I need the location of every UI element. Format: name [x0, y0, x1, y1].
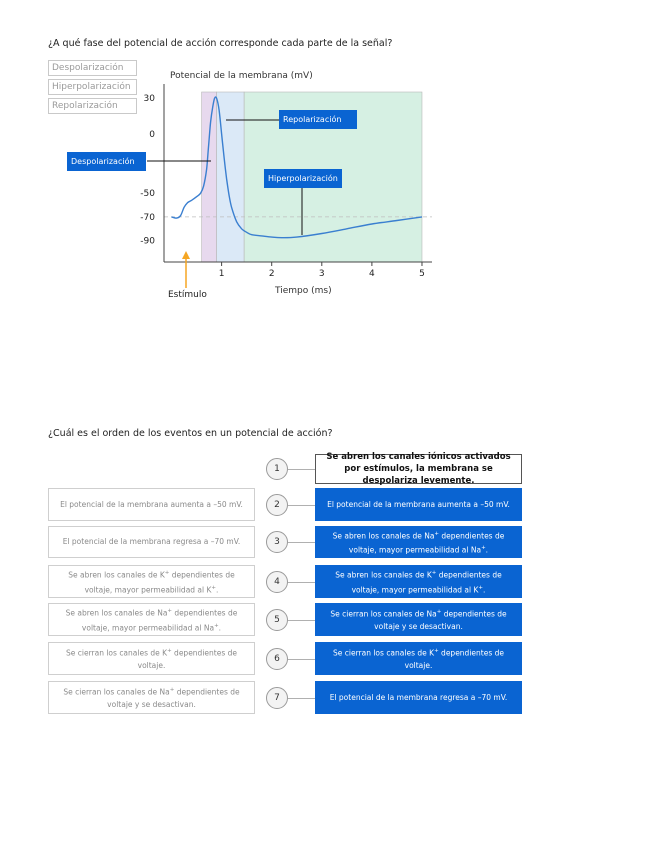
source-card-6[interactable]: [48, 681, 255, 714]
option-repolarizacion[interactable]: Repolarización: [48, 98, 137, 114]
answer-card-text: Se abren los canales de K+ dependientes de voltaje, mayor permeabilidad al K+.: [335, 570, 502, 594]
answer-card-text: El potencial de la membrana aumenta a –50 mV.: [327, 499, 510, 509]
order-connector: [288, 659, 315, 660]
stimulus-label: Estímulo: [168, 290, 207, 300]
y-tick-label: 30: [143, 94, 155, 105]
source-card-text: El potencial de la membrana aumenta a –50 mV.: [60, 499, 243, 509]
answer-card-4[interactable]: [315, 565, 522, 598]
answer-card-6[interactable]: [315, 642, 522, 675]
x-tick-label: 3: [318, 269, 325, 279]
source-card-3[interactable]: [48, 565, 255, 598]
answer-card-1: [315, 454, 522, 484]
option-despolarizacion[interactable]: Despolarización: [48, 60, 137, 76]
stimulus-arrow-head: [182, 251, 190, 259]
order-number-2: 2: [266, 494, 288, 516]
answer-card-3[interactable]: [315, 526, 522, 558]
order-connector: [288, 698, 315, 699]
y-axis-label: Potencial de la membrana (mV): [170, 71, 313, 81]
x-tick-label: 2: [268, 269, 275, 279]
y-tick-label: 0: [149, 129, 155, 140]
answer-card-text: Se cierran los canales de K+ dependientes de voltaje.: [333, 648, 504, 670]
answer-card-text: Se abren los canales de Na+ dependientes de voltaje, mayor permeabilidad al Na+.: [332, 530, 505, 555]
order-connector: [288, 542, 315, 543]
order-number-7: 7: [266, 687, 288, 709]
x-tick-label: 1: [218, 269, 225, 279]
phase-band-1: [202, 92, 217, 262]
source-card-text: El potencial de la membrana regresa a –70 mV.: [62, 537, 241, 546]
answer-card-text: Se abren los canales iónicos activados por estímulos, la membrana se despolariza levemente.: [326, 452, 511, 486]
question-1-title: ¿A qué fase del potencial de acción corresponde cada parte de la señal?: [48, 38, 393, 49]
order-connector: [288, 620, 315, 621]
source-card-5[interactable]: [48, 642, 255, 675]
order-number-5: 5: [266, 609, 288, 631]
order-number-6: 6: [266, 648, 288, 670]
label-repolarizacion[interactable]: Repolarización: [279, 110, 357, 129]
source-card-1[interactable]: [48, 488, 255, 521]
order-connector: [288, 469, 315, 470]
answer-card-2[interactable]: [315, 488, 522, 521]
label-hiperpolarizacion[interactable]: Hiperpolarización: [264, 169, 342, 188]
order-connector: [288, 582, 315, 583]
answer-card-7[interactable]: [315, 681, 522, 714]
phase-band-2: [217, 92, 245, 262]
order-connector: [288, 505, 315, 506]
source-card-text: Se cierran los canales de K+ dependientes de voltaje.: [66, 648, 237, 670]
x-axis-label: Tiempo (ms): [275, 286, 332, 296]
source-card-4[interactable]: [48, 603, 255, 636]
source-card-text: Se abren los canales de Na+ dependientes de voltaje, mayor permeabilidad al Na+.: [65, 608, 238, 632]
x-tick-label: 4: [369, 269, 375, 279]
option-hiperpolarizacion[interactable]: Hiperpolarización: [48, 79, 137, 95]
answer-card-text: El potencial de la membrana regresa a –70 mV.: [329, 692, 508, 702]
y-tick-label: -70: [140, 212, 155, 223]
order-number-3: 3: [266, 531, 288, 553]
source-card-text: Se cierran los canales de Na+ dependientes de voltaje y se desactivan.: [63, 687, 240, 709]
y-tick-label: -90: [140, 236, 155, 247]
order-number-1: 1: [266, 458, 288, 480]
label-despolarizacion[interactable]: Despolarización: [67, 152, 146, 171]
order-number-4: 4: [266, 571, 288, 593]
source-card-text: Se abren los canales de K+ dependientes de voltaje, mayor permeabilidad al K+.: [68, 570, 235, 594]
source-card-2[interactable]: [48, 526, 255, 558]
y-tick-label: -50: [140, 189, 155, 200]
answer-card-text: Se cierran los canales de Na+ dependientes de voltaje y se desactivan.: [330, 609, 507, 631]
answer-card-5[interactable]: [315, 603, 522, 636]
question-2-title: ¿Cuál es el orden de los eventos en un potencial de acción?: [48, 428, 333, 439]
x-tick-label: 5: [419, 269, 425, 279]
